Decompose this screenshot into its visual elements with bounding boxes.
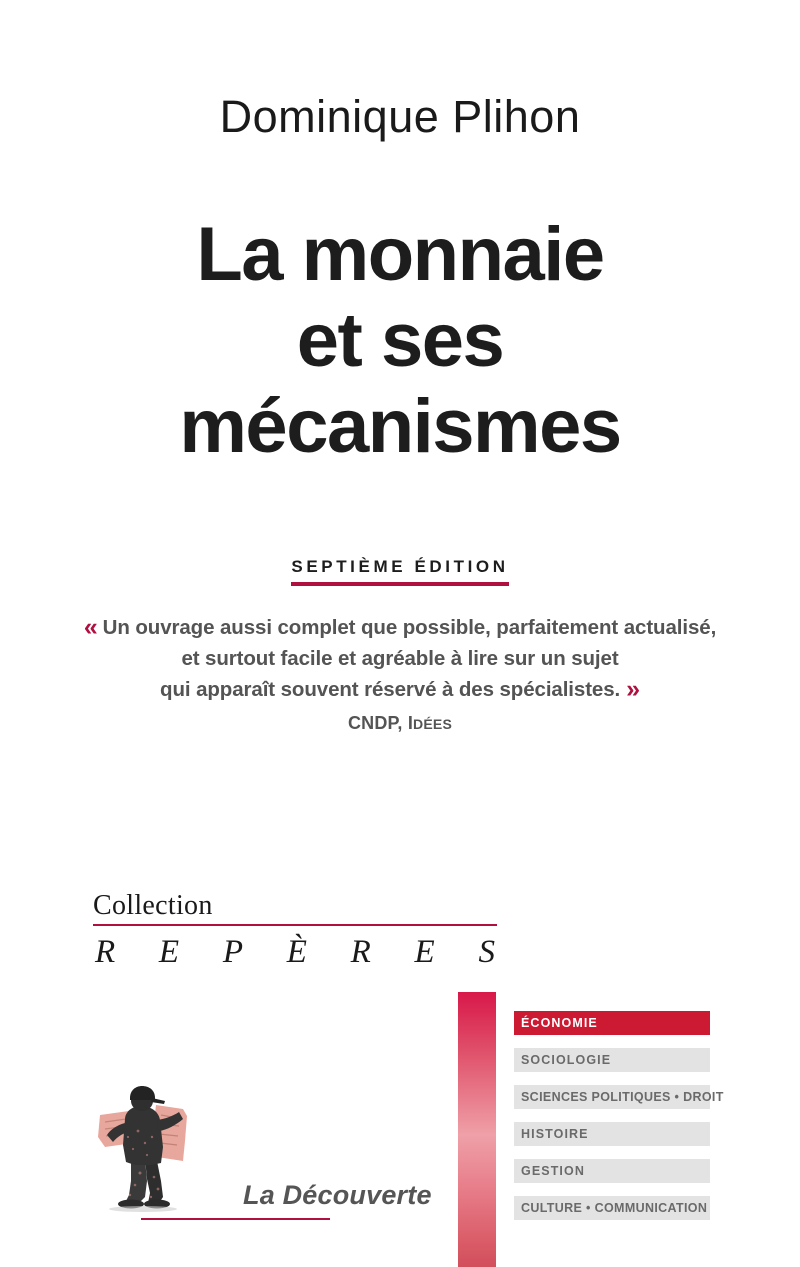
attribution-main: CNDP, I [347,713,414,733]
collection-divider [93,924,497,926]
quote-line-2: et surtout facile et agréable à lire sur un sujet [181,647,619,670]
quote-line-1 [0,612,800,643]
author-name: Dominique Plihon [219,91,581,142]
edition-label: SEPTIÈME ÉDITION [291,557,508,586]
quote-line-3-text: qui apparaît souvent réservé à des spécialistes. [160,678,621,701]
publisher-divider [141,1218,330,1220]
collection-block [93,890,497,971]
collection-letter-6: E [414,934,435,970]
quote-open-icon: « [83,613,98,641]
category-accent-bar [458,992,496,1267]
quote-line-3 [0,674,800,705]
edition-container [0,557,800,586]
book-title [0,212,800,470]
collection-label: Collection [93,890,213,921]
category-item-sociologie[interactable]: SOCIOLOGIE [514,1048,710,1072]
publisher-logo [95,1085,432,1235]
category-item-economie[interactable]: ÉCONOMIE [514,1011,710,1035]
quote-text [0,612,800,705]
title-line-1: La monnaie [196,212,604,297]
title-line-2: et ses [296,298,504,383]
collection-letter-4: È [286,934,307,970]
category-list [514,1011,724,1233]
newspaper-seller-icon [95,1085,205,1213]
collection-letter-2: E [158,934,180,970]
collection-letter-7: S [478,934,495,970]
title-line-3: mécanismes [179,384,621,469]
attribution-smallcaps: DÉES [413,716,453,732]
collection-letter-3: P [222,934,243,970]
quote-close-icon: » [626,675,640,703]
collection-name [93,934,497,971]
category-item-gestion[interactable]: GESTION [514,1159,710,1183]
collection-letter-5: R [350,934,371,970]
collection-letter-1: R [95,934,116,970]
category-item-sciences-politiques-droit[interactable]: SCIENCES POLITIQUES • DROIT [514,1085,710,1109]
category-item-culture-communication[interactable]: CULTURE • COMMUNICATION [514,1196,710,1220]
quote-line-1-text: Un ouvrage aussi complet que possible, parfaitement actualisé, [102,616,717,639]
review-quote [0,612,800,734]
publisher-name: La Découverte [243,1180,432,1210]
quote-attribution [0,713,800,734]
category-item-histoire[interactable]: HISTOIRE [514,1122,710,1146]
